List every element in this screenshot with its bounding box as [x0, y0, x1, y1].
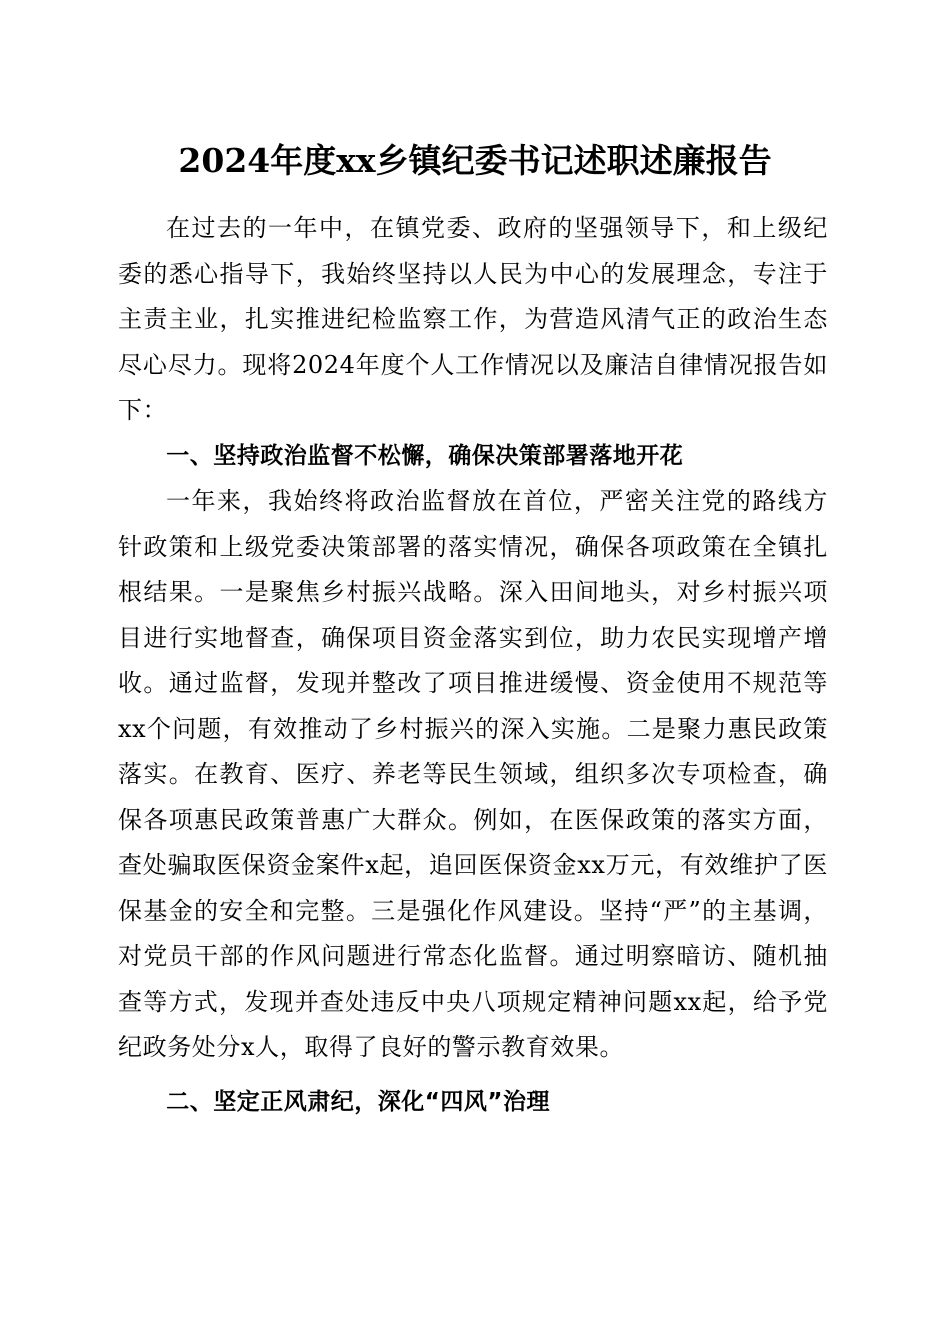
document-title: 2024年度xx乡镇纪委书记述职述廉报告 — [178, 141, 772, 180]
section-1-paragraph: 一年来，我始终将政治监督放在首位，严密关注党的路线方针政策和上级党委决策部署的落实情况，确保各项政策在全镇扎根结果。一是聚焦乡村振兴战略。深入田间地头，对乡村振兴项目进行实地督查，确保项目资金落实到位，助力农民实现增产增收。通过监督，发现并整改了项目推进缓慢、资金使用不规范等xx个问题，有效推动了乡村振兴的深入实施。二是聚力惠民政策落实。在教育、医疗、养老等民生领域，组织多次专项检查，确保各项惠民政策普惠广大群众。例如，在医保政策的落实方面，查处骗取医保资金案件x起，追回医保资金xx万元，有效维护了医保基金的安全和完整。三是强化作风建设。坚持“严”的主基调，对党员干部的作风问题进行常态化监督。通过明察暗访、随机抽查等方式，发现并查处违反中央八项规定精神问题xx起，给予党纪政务处分x人，取得了良好的警示教育效果。 — [118, 487, 828, 1061]
intro-paragraph: 在过去的一年中，在镇党委、政府的坚强领导下，和上级纪委的悉心指导下，我始终坚持以人民为中心的发展理念，专注于主责主业，扎实推进纪检监察工作，为营造风清气正的政治生态尽心尽力。现将2024年度个人工作情况以及廉洁自律情况报告如下： — [118, 214, 828, 424]
section-spacer — [118, 1071, 828, 1080]
section-2-heading: 二、坚定正风肃纪，深化“四风”治理 — [166, 1088, 551, 1115]
section-1-heading: 一、坚持政治监督不松懈，确保决策部署落地开花 — [166, 442, 684, 469]
document-body — [118, 206, 828, 1125]
